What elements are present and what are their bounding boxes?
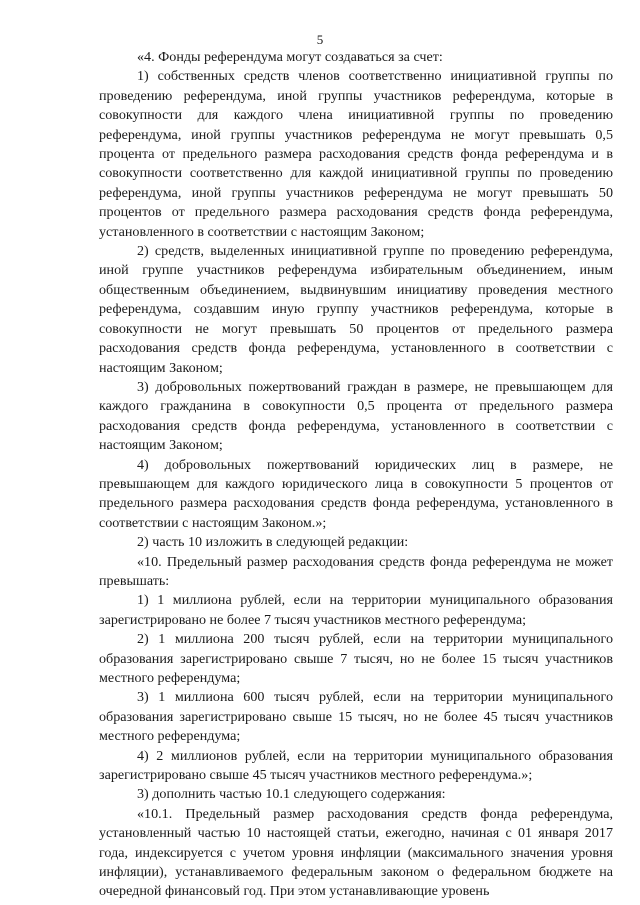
paragraph-limit-1: 1) 1 миллиона рублей, если на территории муниципального образования зарегистрировано не более 7 тысяч участников местного референдума; [99, 592, 613, 628]
page-number: 5 [316, 32, 324, 47]
paragraph-item-3-citizen-donations: 3) добровольных пожертвований граждан в размере, не превышающем для каждого гражданина в совокупности 0,5 процента от предельного размера расходования средств фонда референдума, установленного в соответствии с настоящим Законом; [99, 378, 613, 454]
paragraph-item-1-own-funds: 1) собственных средств членов соответственно инициативной группы по проведению референдума, иной группы участников референдума, которые в совокупности для каждого члена инициативной группы по проведению референдума, иной группы участников референдума не могут превышать 0,5 процента от предельного размера расходования средств фонда референдума и в совокупности соответственно для каждой инициативной группы по проведению референдума, иной группы участников референдума не могут превышать 50 процентов от предельного размера расходования средств фонда референдума, установленного в соответствии с настоящим Законом; [99, 68, 613, 240]
paragraph-amendment-part-10: 2) часть 10 изложить в следующей редакции: [137, 534, 409, 551]
paragraph-limit-2: 2) 1 миллиона 200 тысяч рублей, если на территории муниципального образования зарегистрировано свыше 7 тысяч, но не более 15 тысяч участников местного референдума; [99, 631, 613, 686]
paragraph-limit-intro: «10. Предельный размер расходования средств фонда референдума не может превышать: [99, 553, 613, 589]
document-body [99, 48, 613, 902]
paragraph-part-10-1-text: «10.1. Предельный размер расходования средств фонда референдума, установленный частью 10 настоящей статьи, ежегодно, начиная с 01 января 2017 года, индексируется с учетом уровня инфляции (максимального значения уровня инфляции), устанавливаемого федеральным законом о федеральном бюджете на очередной финансовый год. При этом устанавливающие уровень [99, 805, 613, 900]
paragraph-funds-intro: «4. Фонды референдума могут создаваться за счет: [137, 49, 443, 65]
paragraph-item-2-allocated-funds: 2) средств, выделенных инициативной группе по проведению референдума, иной группе участников референдума избирательным объединением, иным общественным объединением, выдвинувшим инициативу проведения местного референдума, создавшим иную группу участников референдума, которые в совокупности не могут превышать 50 процентов от предельного размера расходования средств фонда референдума, установленного в соответствии с настоящим Законом; [99, 243, 613, 376]
paragraph-amendment-part-10-1: 3) дополнить частью 10.1 следующего содержания: [137, 786, 446, 803]
paragraph-item-4-legal-entity-donations: 4) добровольных пожертвований юридических лиц в размере, не превышающем для каждого юридического лица в совокупности 5 процентов от предельного размера расходования средств фонда референдума, установленного в соответствии с настоящим Законом.»; [99, 456, 613, 531]
paragraph-limit-4: 4) 2 миллионов рублей, если на территории муниципального образования зарегистрировано свыше 45 тысяч участников местного референдума.»; [99, 747, 613, 784]
paragraph-limit-3: 3) 1 миллиона 600 тысяч рублей, если на территории муниципального образования зарегистрировано свыше 15 тысяч, но не более 45 тысяч участников местного референдума; [99, 689, 613, 745]
